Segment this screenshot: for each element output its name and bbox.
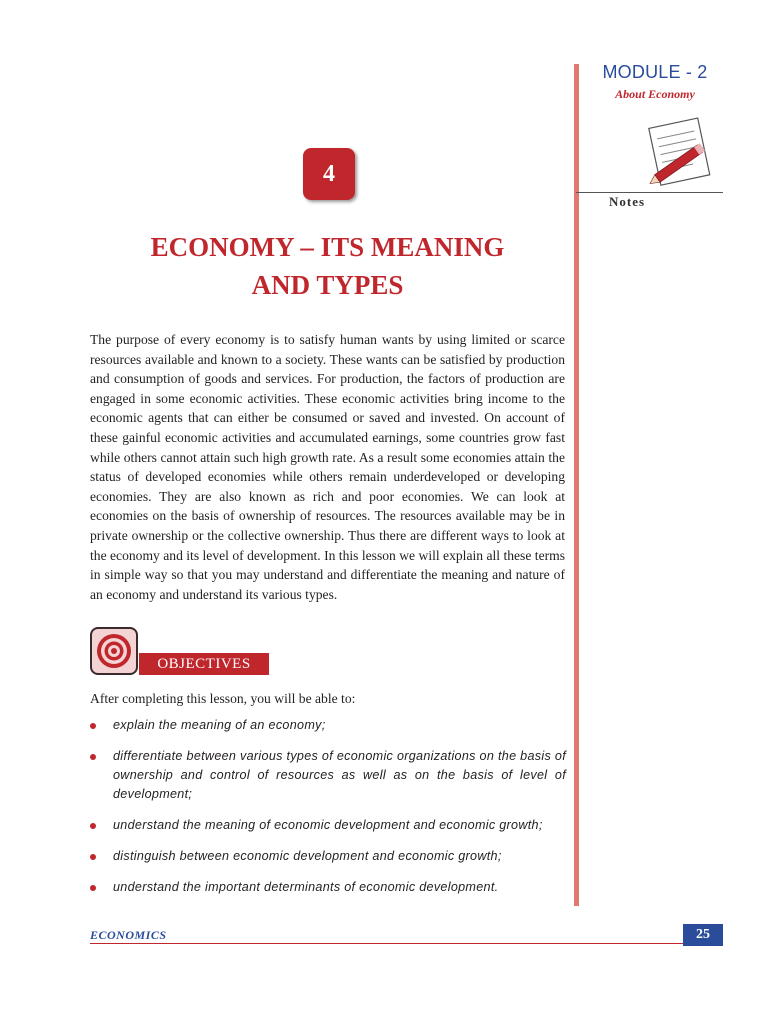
footer-rule <box>90 943 700 944</box>
module-subtitle: About Economy <box>615 87 695 101</box>
chapter-title-line2: AND TYPES <box>251 270 404 300</box>
target-icon <box>90 627 138 675</box>
bullet-icon <box>90 723 96 729</box>
objective-item: explain the meaning of an economy; <box>90 716 566 735</box>
bullet-icon <box>90 885 96 891</box>
objectives-heading: OBJECTIVES <box>139 653 269 675</box>
chapter-title <box>90 228 565 304</box>
objective-item: differentiate between various types of economic organizations on the basis of ownership and control of resources as well as on the basis of level of development; <box>90 747 566 804</box>
objective-item: understand the important determinants of economic development. <box>90 878 566 897</box>
objectives-intro: After completing this lesson, you will be able to: <box>90 691 356 706</box>
notes-divider <box>576 192 723 193</box>
chapter-title-line1: ECONOMY – ITS MEANING <box>150 232 505 262</box>
chapter-number-badge: 4 <box>303 148 355 200</box>
footer-subject: ECONOMICS <box>90 928 167 942</box>
module-title: MODULE - 2 <box>602 62 708 82</box>
objective-item: understand the meaning of economic development and economic growth; <box>90 816 566 835</box>
intro-paragraph: The purpose of every economy is to satisfy human wants by using limited or scarce resources available and known to a society. These wants can be satisfied by production and consumption of goods and services. For production, the factors of production are engaged in some economic activities. These economic activities bring income to the economic agents that can either be consumed or saved and invested. On account of these gainful economic activities and accumulated earnings, some countries grow fast while others cannot attain such high growth rate. As a result some economies attain the status of developed economies while others remain underdeveloped or developing economies. They are also known as rich and poor economies. We can look at economies on the basis of ownership of resources. The resources available may be in private ownership or the collective ownership. Thus there are different ways to look at the economy and its level of development. In this lesson we will explain all these terms in simple way so that you may understand and differentiate the meaning and nature of an economy and understand its various types. <box>90 332 565 602</box>
bullet-icon <box>90 823 96 829</box>
objectives-list <box>90 716 566 909</box>
bullet-icon <box>90 754 96 760</box>
notepad-pencil-icon <box>640 112 724 188</box>
margin-rule <box>574 64 579 906</box>
objective-item: distinguish between economic development and economic growth; <box>90 847 566 866</box>
page-number: 25 <box>683 924 723 946</box>
notes-label: Notes <box>609 194 646 209</box>
bullet-icon <box>90 854 96 860</box>
